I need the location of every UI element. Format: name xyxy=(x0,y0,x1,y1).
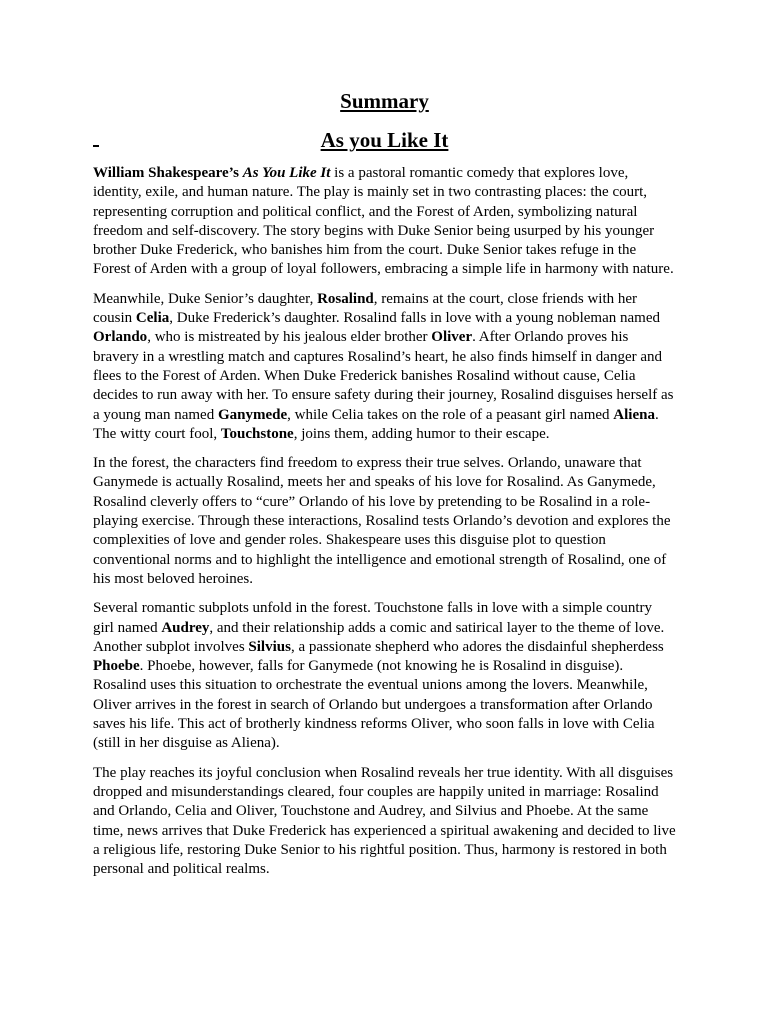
emphasis-text: Celia xyxy=(135,310,170,327)
body-text: The play reaches its joyful conclusion when Rosalind reveals her true identity. With all disguises dropped and misunderstandings cleared, four couples are happily united in marriage: Rosalind and Orlando, Celia and Oliver, Touchstone and Audrey, and Silvius and Phoebe. At the same time, news arrives that Duke Frederick has experienced a spiritual awakening and decided to live a religious life, restoring Duke Senior to his rightful position. Thus, harmony is restored in both personal and political realms. xyxy=(93,764,676,878)
body-text: , joins them, adding humor to their escape. xyxy=(293,425,550,442)
emphasis-text: Touchstone xyxy=(220,425,294,442)
document-page xyxy=(93,88,676,889)
body-text: , and their relationship adds a comic and satirical layer to the theme of love. Another subplot involves xyxy=(93,619,665,655)
body-text: Meanwhile, Duke Senior’s daughter, xyxy=(93,290,318,307)
emphasis-text: Phoebe xyxy=(93,658,140,675)
body-text: Several romantic subplots unfold in the forest. Touchstone falls in love with a simple country girl named xyxy=(93,600,652,636)
paragraph xyxy=(93,454,676,589)
emphasis-text: As You Like It xyxy=(242,165,331,181)
body-text: , a passionate shepherd who adores the disdainful shepherdess xyxy=(290,638,664,655)
paragraph xyxy=(93,599,676,753)
body-text: In the forest, the characters find freedom to express their true selves. Orlando, unaware that Ganymede is actually Rosalind, meets her and speaks of his love for Rosalind. As Ganymede, Rosalind cleverly offers to “cure” Orlando of his love by pretending to be Rosalind in a role-playing exercise. Through these interactions, Rosalind tests Orlando’s devotion and explores the complexities of love and gender roles. Shakespeare uses this disguise plot to question conventional norms and to highlight the intelligence and emotional strength of Rosalind, one of his most beloved heroines. xyxy=(93,455,671,587)
emphasis-text: Orlando xyxy=(93,329,148,346)
emphasis-text: Audrey xyxy=(161,619,210,636)
body-text: is a pastoral romantic comedy that explores love, identity, exile, and human nature. The play is mainly set in two contrasting places: the court, representing corruption and political conflict, and the Forest of Arden, symbolizing natural freedom and self-discovery. The story begins with Duke Senior being usurped by his younger brother Duke Frederick, who banishes him from the court. Duke Senior takes refuge in the Forest of Arden with a group of loyal followers, embracing a simple life in harmony with nature. xyxy=(93,165,674,278)
paragraph xyxy=(93,164,676,280)
document-subtitle: As you Like It xyxy=(320,128,449,152)
document-title: Summary xyxy=(340,89,429,113)
body-text: , while Celia takes on the role of a peasant girl named xyxy=(287,406,614,423)
body-text: , remains at the court, close friends with her cousin xyxy=(93,290,638,327)
paragraph xyxy=(93,290,676,444)
underline-mark xyxy=(93,145,99,147)
paragraph xyxy=(93,764,676,880)
emphasis-text: Rosalind xyxy=(317,290,374,307)
document-body xyxy=(93,164,676,879)
emphasis-text: William Shakespeare’s xyxy=(93,165,243,181)
emphasis-text: Silvius xyxy=(248,638,291,655)
body-text: . After Orlando proves his bravery in a wrestling match and captures Rosalind’s heart, he also finds himself in danger and flees to the Forest of Arden. When Duke Frederick banishes Rosalind without cause, Celia decides to run away with her. To ensure safety during their journey, Rosalind disguises herself as a young man named xyxy=(93,329,674,423)
body-text: . The witty court fool, xyxy=(93,406,659,442)
subtitle-row xyxy=(93,126,676,154)
body-text: , who is mistreated by his jealous elder brother xyxy=(147,329,432,346)
emphasis-text: Ganymede xyxy=(217,406,288,423)
emphasis-text: Aliena xyxy=(613,406,655,423)
body-text: . Phoebe, however, falls for Ganymede (not knowing he is Rosalind in disguise). Rosalind uses this situation to orchestrate the eventual unions among the lovers. Meanwhile, Oliver arrives in the forest in search of Orlando but undergoes a transformation after Orlando saves his life. This act of brotherly kindness reforms Oliver, who soon falls in love with Celia (still in her disguise as Aliena). xyxy=(93,658,655,752)
body-text: , Duke Frederick’s daughter. Rosalind falls in love with a young nobleman named xyxy=(169,310,660,327)
emphasis-text: Oliver xyxy=(431,329,473,346)
